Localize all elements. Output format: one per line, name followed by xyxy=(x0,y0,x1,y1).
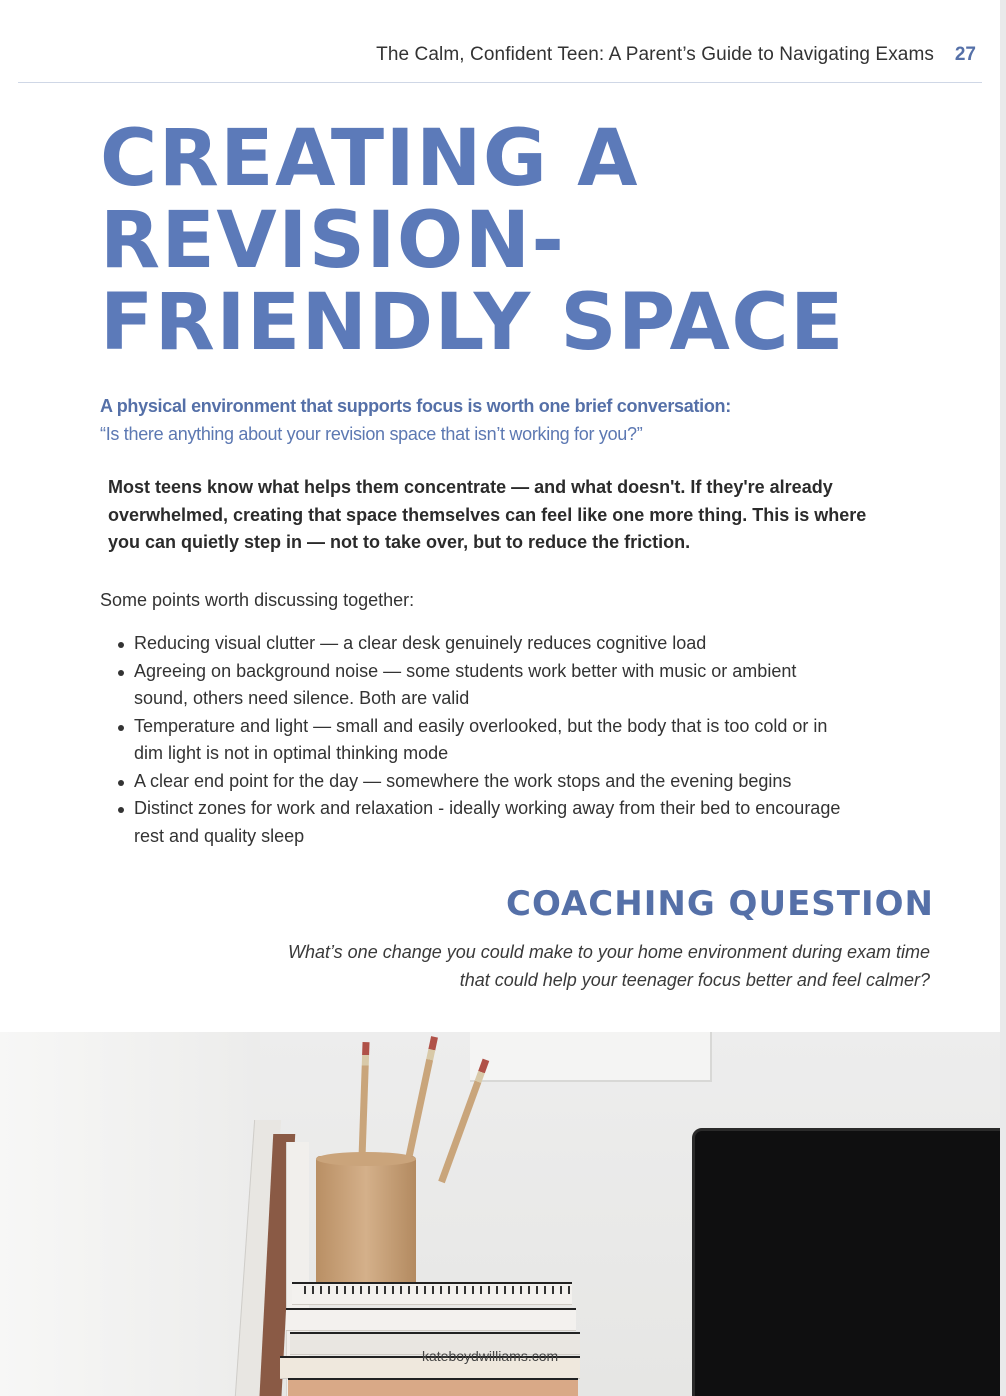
notebook xyxy=(288,1378,578,1396)
desk-photo xyxy=(0,1032,1000,1396)
coaching-question-line-1: What’s one change you could make to your home environment during exam time xyxy=(287,942,930,962)
discussion-points-list xyxy=(114,630,854,850)
pencil-cup-rim xyxy=(316,1152,416,1166)
notebook-stack xyxy=(286,1274,586,1396)
coaching-question-line-2: that could help your teenager focus better and feel calmer? xyxy=(459,970,930,990)
footer-url: kateboydwilliams.com xyxy=(422,1348,559,1364)
intro-quote: “Is there anything about your revision space that isn’t working for you?” xyxy=(100,424,643,444)
page-number: 27 xyxy=(954,44,976,65)
list-item: Agreeing on background noise — some students work better with music or ambient sound, others need silence. Both are valid xyxy=(114,658,854,713)
intro-lead: A physical environment that supports focus is worth one brief conversation: xyxy=(100,396,731,416)
spiral-binding xyxy=(304,1286,574,1294)
page-edge xyxy=(1000,0,1006,1396)
pencil xyxy=(438,1059,489,1184)
list-item: Reducing visual clutter — a clear desk genuinely reduces cognitive load xyxy=(114,630,854,658)
header-divider xyxy=(18,82,982,83)
notebook xyxy=(292,1282,572,1305)
coaching-question-heading: COACHING QUESTION xyxy=(506,884,934,924)
notebook xyxy=(286,1308,576,1331)
points-intro: Some points worth discussing together: xyxy=(100,590,415,610)
wall-frame xyxy=(470,1032,712,1082)
coaching-question-text xyxy=(230,938,930,994)
page-title: CREATING A REVISION-FRIENDLY SPACE xyxy=(100,114,845,368)
pencil xyxy=(404,1036,438,1165)
bold-paragraph: Most teens know what helps them concentrate — and what doesn't. If they're already overwhelmed, creating that space themselves can feel like one more thing. This is where you can quietly step in — not to take over, but to reduce the friction. xyxy=(108,477,867,552)
list-item: Distinct zones for work and relaxation - ideally working away from their bed to encourage rest and quality sleep xyxy=(114,795,854,850)
list-item: A clear end point for the day — somewhere the work stops and the evening begins xyxy=(114,768,854,796)
window-light xyxy=(0,1032,260,1396)
running-title: The Calm, Confident Teen: A Parent’s Guide to Navigating Exams xyxy=(376,44,934,65)
monitor xyxy=(692,1128,1000,1396)
list-item: Temperature and light — small and easily overlooked, but the body that is too cold or in dim light is not in optimal thinking mode xyxy=(114,713,854,768)
